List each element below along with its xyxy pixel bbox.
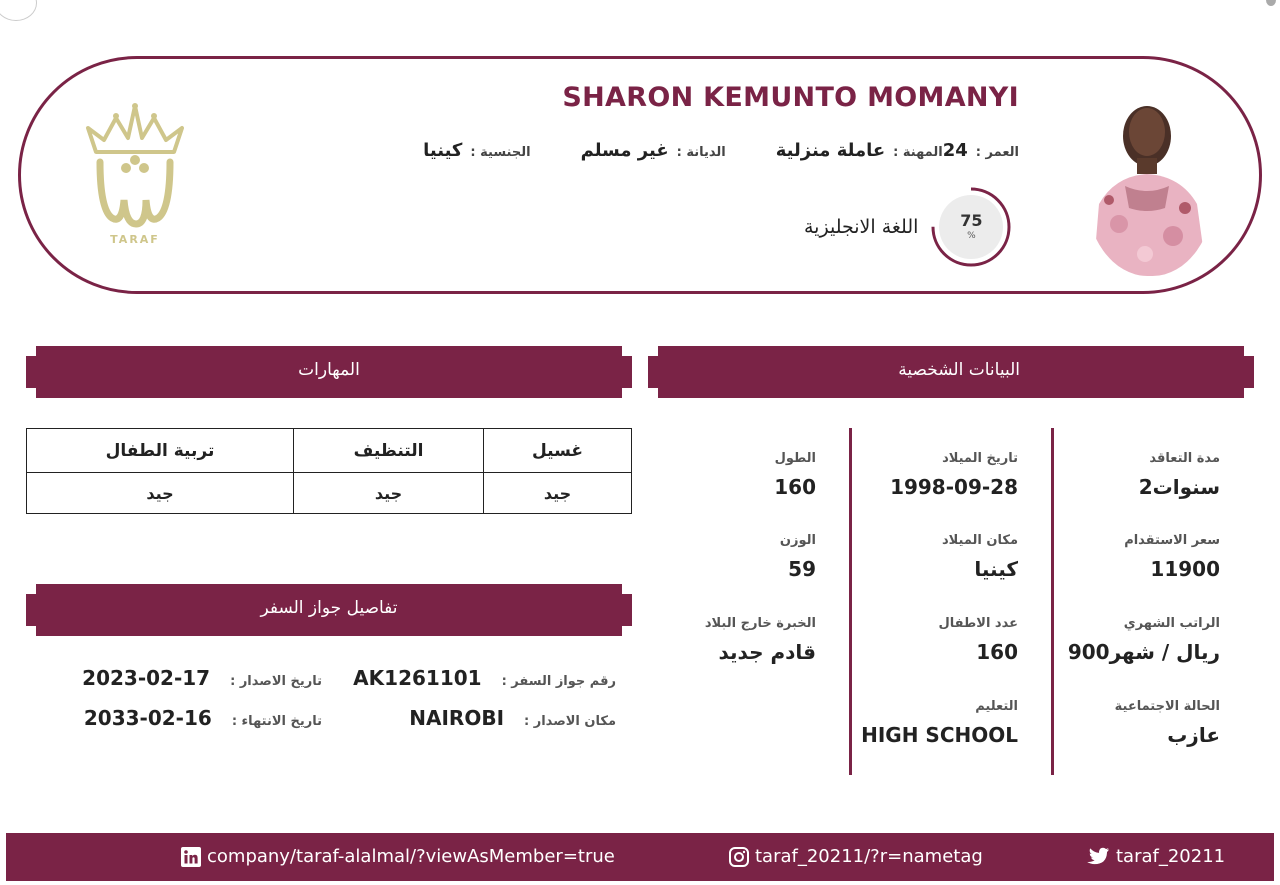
expiry-date-value: 2033-02-16 [83,706,212,730]
experience-abroad-field [705,616,816,664]
linkedin-link[interactable] [181,846,615,867]
worker-name: SHARON KEMUNTO MOMANYI [562,82,1019,113]
column-divider [849,428,852,775]
skill-header: التنظيف [294,429,484,473]
personal-data-title: البيانات الشخصية [898,360,1020,380]
english-label: اللغة الانجليزية [804,216,919,238]
instagram-icon [729,847,749,867]
skill-header: غسيل [484,429,632,473]
profession-info [776,140,943,161]
basic-info-row [373,140,1019,161]
worker-photo [1085,96,1215,276]
linkedin-text: company/taraf-alalmal/?viewAsMember=true [207,846,615,867]
passport-number-label: رقم جواز السفر : [501,674,616,689]
religion-label: الديانة : [676,145,726,160]
marital-status-field [1115,699,1220,747]
table-row [27,473,632,514]
field-value: كينيا [974,557,1018,581]
age-info [943,140,1019,161]
field-value: 59 [788,557,816,581]
issue-date-value: 2023-02-17 [82,666,211,690]
age-label: العمر : [975,145,1019,160]
religion-info [581,140,726,161]
field-label: الخبرة خارج البلاد [704,616,816,631]
profession-label: المهنة : [893,145,943,160]
skill-level: جيد [27,473,294,514]
field-value: قادم جديد [718,640,816,664]
skills-header [26,346,632,398]
field-value: 900ريال / شهر [1067,640,1220,664]
twitter-text: taraf_20211 [1116,846,1226,867]
field-value: 160 [976,640,1018,664]
expiry-date-label: تاريخ الانتهاء : [231,714,322,729]
personal-data-header [648,346,1254,398]
recruitment-price-field [1124,533,1220,581]
column-divider [1051,428,1054,775]
issue-place-field [409,706,616,730]
field-label: الحالة الاجتماعية [1114,699,1220,714]
issue-place-value: NAIROBI [409,706,505,730]
nationality-label: الجنسية : [470,145,531,160]
education-field [861,699,1018,747]
skill-header: تربية الطفال [27,429,294,473]
english-progress-ring [930,186,1012,268]
english-skill [804,186,1012,268]
scrollbar-thumb[interactable] [1266,0,1276,6]
field-value: عازب [1167,723,1220,747]
height-field [774,451,816,499]
field-label: الوزن [779,533,816,548]
field-value: 1998-09-28 [890,475,1018,499]
field-label: مدة التعاقد [1149,451,1220,466]
twitter-icon [1086,847,1110,867]
instagram-text: taraf_20211/?r=nametag [755,846,983,867]
contract-duration-field [1139,451,1220,499]
field-value: 2سنوات [1138,475,1220,499]
english-progress-unit: % [967,231,976,241]
weight-field [780,533,816,581]
english-progress-value: 75 [960,211,983,230]
monthly-salary-field [1068,616,1220,664]
age-value: 24 [942,140,968,161]
skills-title: المهارات [298,360,360,380]
field-label: التعليم [975,699,1018,714]
twitter-link[interactable] [1086,846,1225,867]
issue-date-field [82,666,322,690]
table-row [27,429,632,473]
passport-header [26,584,632,636]
scroll-back-button[interactable] [0,0,37,21]
field-label: عدد الاطفال [938,616,1018,631]
profession-value: عاملة منزلية [775,140,886,161]
religion-value: غير مسلم [580,140,669,161]
field-label: سعر الاستقدام [1124,533,1220,548]
passport-number-value: AK1261101 [353,666,482,690]
footer [6,833,1274,881]
skill-level: جيد [294,473,484,514]
linkedin-icon [181,847,201,867]
taraf-logo [82,100,188,250]
birth-date-field [890,451,1018,499]
birth-place-field [942,533,1018,581]
field-label: تاريخ الميلاد [942,451,1018,466]
issue-place-label: مكان الاصدار : [524,714,616,729]
field-label: الطول [774,451,816,466]
passport-title: تفاصيل جواز السفر [260,598,398,618]
expiry-date-field [84,706,322,730]
children-count-field [939,616,1019,664]
nationality-info [423,140,530,161]
logo-wordmark: TARAF [110,233,160,246]
skill-level: جيد [484,473,632,514]
field-label: الراتب الشهري [1123,616,1220,631]
skills-table [26,428,632,514]
field-value: 160 [774,475,816,499]
passport-number-field [353,666,616,690]
field-label: مكان الميلاد [941,533,1018,548]
field-value: 11900 [1150,557,1220,581]
field-value: HIGH SCHOOL [861,723,1018,747]
nationality-value: كينيا [423,140,463,161]
issue-date-label: تاريخ الاصدار : [230,674,322,689]
instagram-link[interactable] [729,846,983,867]
